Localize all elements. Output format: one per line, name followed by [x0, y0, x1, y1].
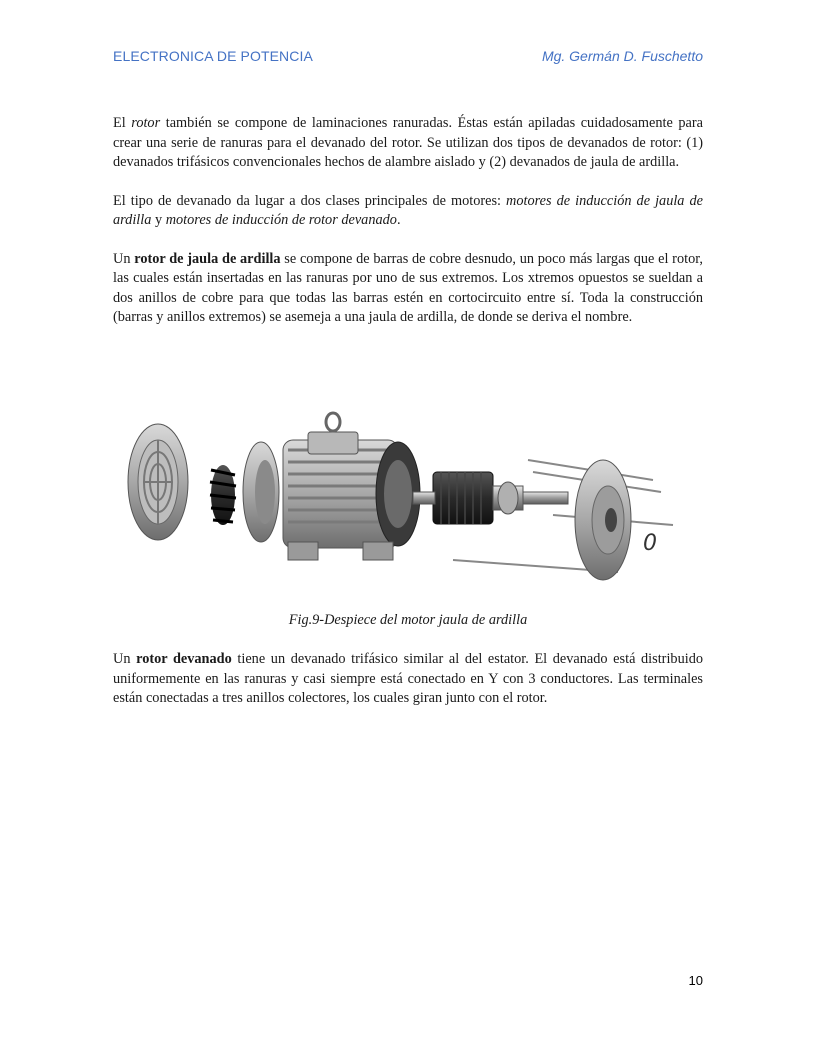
end-bell-right [575, 460, 631, 580]
term-squirrel-cage-motors: motores de inducción de jaula de ardilla [113, 192, 703, 228]
body-text-top [113, 114, 703, 328]
paragraph-squirrel-cage: Un rotor de jaula de ardilla se compone de barras de cobre desnudo, un poco más largas que el rotor, las cuales están insertadas en las ranuras por uno de sus extremos. Los xtremos opuestos se sueldan a dos anillos de cobre para que todas las barras estén en cortocircuito entre sí. Toda la construcción (barras y anillos extremos) se asemeja a una jaula de ardilla, de donde se deriva el nombre. [113, 250, 703, 325]
paragraph-motor-types: El tipo de devanado da lugar a dos clases principales de motores: motores de inducción de jaula de ardilla y motores de inducción de rotor devanado. [113, 192, 703, 228]
term-rotor: rotor [131, 115, 161, 131]
paragraph-rotor: El rotor también se compone de laminaciones ranuradas. Éstas están apiladas cuidadosamente para crear una serie de ranuras para el devanado del rotor. Se utilizan dos tipos de devanados de rotor: (1) devanados trifásicos convencionales hechos de alambre aislado y (2) devanados de jaula de ardilla. [113, 115, 703, 170]
fan-cover [128, 424, 188, 540]
squirrel-cage-rotor [413, 472, 568, 524]
o-ring-glyph: 0 [643, 531, 657, 556]
cooling-fan [210, 465, 236, 525]
end-bell-left [243, 442, 279, 542]
term-wound-rotor: rotor devanado [136, 651, 232, 667]
figure-caption: Fig.9-Despiece del motor jaula de ardilla [288, 612, 528, 628]
body-text-bottom [113, 650, 703, 709]
document-header-title: ELECTRONICA DE POTENCIA [113, 48, 313, 64]
page-number: 10 [688, 973, 703, 988]
document-header-author: Mg. Germán D. Fuschetto [541, 48, 703, 64]
term-wound-rotor-motors: motores de inducción de rotor devanado [165, 212, 397, 228]
paragraph-wound-rotor: Un rotor devanado tiene un devanado trifásico similar al del estator. El devanado está distribuido uniformemente en las ranuras y casi siempre está conectado en Y con 3 conductores. Las terminales están conectadas a tres anillos colectores, los cuales giran junto con el rotor. [113, 651, 703, 706]
exploded-motor-illustration [113, 410, 703, 600]
exploded-motor-figure [113, 410, 703, 600]
term-squirrel-cage-rotor: rotor de jaula de ardilla [134, 250, 281, 267]
stator-housing [283, 413, 420, 560]
